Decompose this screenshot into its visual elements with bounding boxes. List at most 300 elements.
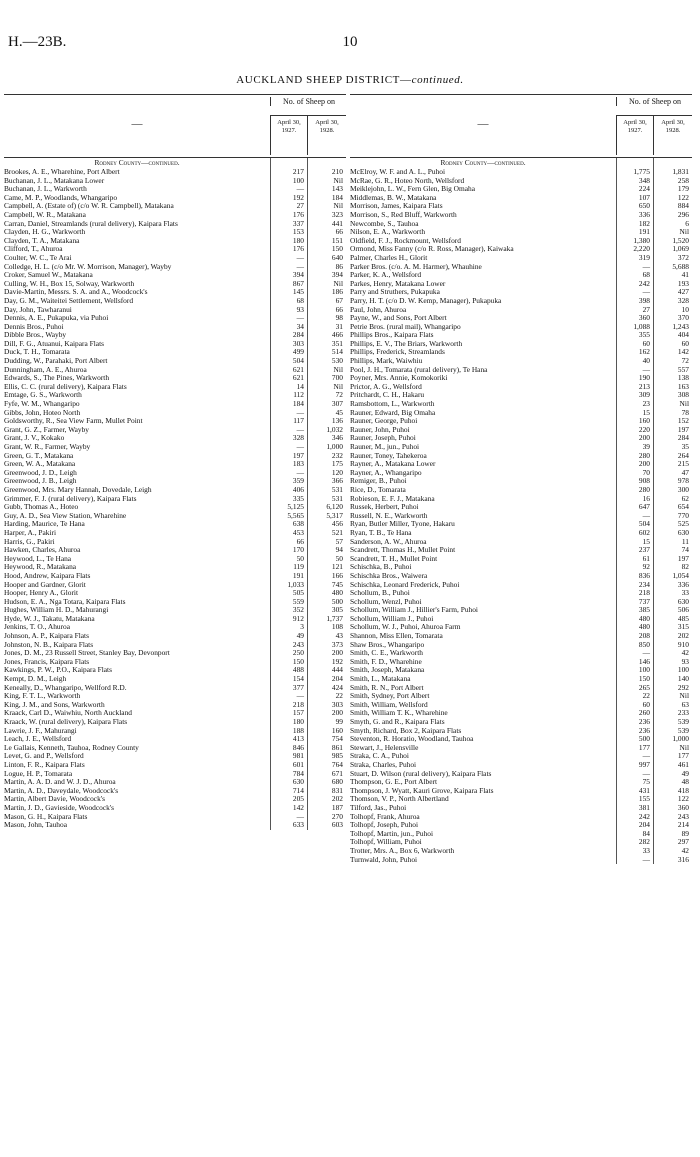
count-1927: 981 xyxy=(292,751,304,761)
count-1928: 264 xyxy=(677,450,689,460)
owner-name: Newcombe, S., Tauhoa xyxy=(350,218,419,228)
count-1927: 160 xyxy=(638,416,650,426)
owner-name: Martin, A. D., Daveydale, Woodcock's xyxy=(4,785,119,795)
owner-name: Rayner, A., Whangaripo xyxy=(350,467,422,477)
count-1928: 122 xyxy=(677,192,689,202)
count-1927: 23 xyxy=(642,399,650,409)
count-1927: — xyxy=(296,424,304,434)
count-1927: 192 xyxy=(292,192,304,202)
count-1927: — xyxy=(296,442,304,451)
count-1927: 413 xyxy=(292,734,304,744)
count-1928: 1,243 xyxy=(672,321,689,331)
owner-name: Pool, J. H., Tomarata (rural delivery), Te Hana xyxy=(350,364,488,374)
count-1928: 1,000 xyxy=(326,442,343,451)
count-1928: 315 xyxy=(677,622,689,632)
count-1928: 1,000 xyxy=(672,734,689,744)
count-1928: 175 xyxy=(331,459,343,469)
owner-name: Greenwood, J. B., Leigh xyxy=(4,476,77,486)
section-heading: Rodney County—continued. xyxy=(440,158,526,167)
count-1927: 217 xyxy=(292,167,304,176)
count-1927: 197 xyxy=(292,450,304,460)
owner-name: Mason, John, Tauhoa xyxy=(4,820,67,830)
count-1928: 5,688 xyxy=(672,261,689,271)
owner-name: Hooper and Gardner, Glorit xyxy=(4,579,86,589)
count-1927: 714 xyxy=(292,785,304,795)
count-1927: 107 xyxy=(638,192,650,202)
count-1927: 328 xyxy=(292,433,304,443)
owner-name: Davie-Martin, Messrs. S. A. and A., Woodcock's xyxy=(4,287,148,297)
owner-name: Parry, H. T. (c/o D. W. Kemp, Manager), Pukapuka xyxy=(350,295,502,305)
owner-cell xyxy=(350,856,612,865)
count-1928: 372 xyxy=(677,252,689,262)
count-1927: 93 xyxy=(296,304,304,314)
count-1927: 100 xyxy=(638,665,650,675)
count-1928: 630 xyxy=(677,596,689,606)
count-1928: 1,831 xyxy=(672,167,689,176)
count-1927: 204 xyxy=(638,820,650,830)
count-1928: 754 xyxy=(331,734,343,744)
count-1927: 14 xyxy=(296,381,304,391)
table-body xyxy=(350,158,692,864)
count-1927: 3 xyxy=(300,622,304,632)
owner-name: Phillips, Frederick, Streamlands xyxy=(350,347,445,357)
count-1927: 234 xyxy=(638,579,650,589)
count-1928: 300 xyxy=(677,484,689,494)
count-1928: 121 xyxy=(331,562,343,572)
owner-name: Morrison, James, Kaipara Flats xyxy=(350,201,443,211)
owner-name: Schischka, B., Puhoi xyxy=(350,562,412,572)
count-1927: 2,220 xyxy=(633,244,650,254)
owner-name: Smith, C. E., Warkworth xyxy=(350,648,423,658)
owner-name: Colledge, H. L. (c/o Mr. W. Morrison, Manager), Wayby xyxy=(4,261,172,271)
count-1928: 297 xyxy=(677,837,689,847)
count-1928: 143 xyxy=(331,184,343,194)
count-1928: 35 xyxy=(681,442,689,451)
count-1928: 1,054 xyxy=(672,570,689,580)
owner-name: Parkes, Henry, Matakana Lower xyxy=(350,278,446,288)
owner-name: Schollum, B., Puhoi xyxy=(350,588,410,598)
count-1927: 218 xyxy=(638,588,650,598)
count-1927: 621 xyxy=(292,364,304,374)
owner-name: Parry and Struthers, Pukapuka xyxy=(350,287,440,297)
count-1928: 22 xyxy=(335,691,343,701)
owner-name: Thompson, J. Wyatt, Kauri Grove, Kaipara Flats xyxy=(350,785,494,795)
count-1928: 98 xyxy=(335,313,343,323)
count-1928: 270 xyxy=(331,811,343,821)
count-1927: 33 xyxy=(642,845,650,855)
count-1927: — xyxy=(642,364,650,374)
count-1927: 377 xyxy=(292,682,304,692)
owner-name: Phillips, E. V., The Briars, Warkworth xyxy=(350,338,463,348)
section-heading: Rodney County—continued. xyxy=(94,158,180,167)
owner-name: King, F. T. L., Warkworth xyxy=(4,691,81,701)
count-1928: 41 xyxy=(681,270,689,280)
owner-name: Parker Bros. (c/o. A. M. Harmer), Whauhine xyxy=(350,261,482,271)
count-1928: 461 xyxy=(677,759,689,769)
owner-name: Heywood, R., Matakana xyxy=(4,562,77,572)
count-1928: 63 xyxy=(681,699,689,709)
count-1928: 200 xyxy=(331,648,343,658)
owner-name: Thomson, V. P., North Albertland xyxy=(350,794,449,804)
count-1928: 303 xyxy=(331,699,343,709)
count-1928: 441 xyxy=(331,218,343,228)
count-1928: 142 xyxy=(677,347,689,357)
name-column-header: — xyxy=(477,118,489,130)
owner-name: Came, M. P., Woodlands, Whangaripo xyxy=(4,192,118,202)
owner-name: Steventon, R. Horatio, Woodland, Tauhoa xyxy=(350,734,474,744)
owner-name: McElroy, W. F. and A. L., Puhoi xyxy=(350,167,446,176)
count-1928: 351 xyxy=(331,338,343,348)
count-1928: 444 xyxy=(331,665,343,675)
owner-name: Jones, D. M., 23 Russell Street, Stanley Bay, Devonport xyxy=(4,648,170,658)
count-1928: 66 xyxy=(335,304,343,314)
count-1927: 176 xyxy=(292,244,304,254)
count-1927: 250 xyxy=(292,648,304,658)
count-1927: 66 xyxy=(296,536,304,546)
owner-cell xyxy=(4,821,266,830)
owner-name: Edwards, S., The Pines, Warkworth xyxy=(4,373,110,383)
count-1928: 136 xyxy=(331,416,343,426)
count-1928: 530 xyxy=(331,356,343,366)
count-1928: 10 xyxy=(681,304,689,314)
owner-name: Dill, F. G., Atuanui, Kaipara Flats xyxy=(4,338,104,348)
column-header-1927: April 30, 1927. xyxy=(616,115,653,155)
count-1928: 31 xyxy=(335,321,343,331)
count-1927: 737 xyxy=(638,596,650,606)
count-1927: — xyxy=(296,811,304,821)
owner-name: Petrie Bros. (rural mail), Whangaripo xyxy=(350,321,461,331)
count-1928: Nil xyxy=(679,399,689,409)
count-1928: 671 xyxy=(331,768,343,778)
table-row xyxy=(350,856,692,865)
owner-name: Smyth, G. and R., Kaipara Flats xyxy=(350,717,445,726)
count-1928: 466 xyxy=(331,330,343,340)
count-1928: 233 xyxy=(677,708,689,718)
count-1928: 120 xyxy=(331,467,343,477)
count-1927: 630 xyxy=(292,777,304,787)
count-1928: 346 xyxy=(331,433,343,443)
count-1928: 108 xyxy=(331,622,343,632)
count-1928: Nil xyxy=(333,364,343,374)
title-main: AUCKLAND SHEEP DISTRICT— xyxy=(236,74,412,86)
count-1927: 348 xyxy=(638,175,650,185)
count-1928: 47 xyxy=(681,467,689,477)
owner-name: Le Gallais, Kenneth, Tauhoa, Rodney County xyxy=(4,742,139,752)
count-1927: 60 xyxy=(642,338,650,348)
owner-name: Thompson, G. E., Port Albert xyxy=(350,777,438,787)
count-1928: 305 xyxy=(331,605,343,615)
count-1927: 867 xyxy=(292,278,304,288)
owner-name: Shaw Bros., Whangaripo xyxy=(350,639,425,649)
count-1928: 42 xyxy=(681,648,689,658)
count-1927: 260 xyxy=(638,708,650,718)
count-1927: 505 xyxy=(292,588,304,598)
count-1928: 43 xyxy=(335,631,343,641)
count-1928: 1,737 xyxy=(326,613,343,623)
count-1928: 539 xyxy=(677,725,689,735)
count-1928: 296 xyxy=(677,209,689,219)
count-1927: 200 xyxy=(638,459,650,469)
owner-name: Russell, N. E., Warkworth xyxy=(350,510,428,520)
name-column-header: — xyxy=(131,118,143,130)
owner-name: Martin, Albert Davie, Woodcock's xyxy=(4,794,105,804)
count-1928: 985 xyxy=(331,751,343,761)
count-1927: 504 xyxy=(638,519,650,529)
count-1928: 50 xyxy=(335,553,343,563)
count-1927: — xyxy=(642,648,650,658)
owner-name: Kempt, D. M., Leigh xyxy=(4,674,67,684)
count-1927: 650 xyxy=(638,201,650,211)
count-1927: 385 xyxy=(638,605,650,615)
count-1927: 142 xyxy=(292,802,304,812)
count-1927: 27 xyxy=(642,304,650,314)
owner-name: Middlemas, B. W., Matakana xyxy=(350,192,437,202)
count-1927: 100 xyxy=(292,175,304,185)
count-1928: 138 xyxy=(677,373,689,383)
count-1927: 394 xyxy=(292,270,304,280)
count-1928: 1,069 xyxy=(672,244,689,254)
owner-name: Goldsworthy, R., Sea View Farm, Mullet Point xyxy=(4,416,143,426)
count-1928: 210 xyxy=(331,167,343,176)
owner-name: Carran, Daniel, Streamlands (rural delivery), Kaipara Flats xyxy=(4,218,178,228)
owner-name: Schollum, William J., Puhoi xyxy=(350,613,434,623)
count-1927: 170 xyxy=(292,545,304,555)
count-1928: 214 xyxy=(677,820,689,830)
count-1928: 122 xyxy=(677,794,689,804)
owner-name: Green, W. A., Matakana xyxy=(4,459,76,469)
count-1927: 336 xyxy=(638,209,650,219)
owner-name: Greenwood, Mrs. Mary Hannah, Dovedale, Leigh xyxy=(4,484,152,494)
owner-name: Culling, W. H., Box 15, Solway, Warkworth xyxy=(4,278,135,288)
owner-name: Schollum, Wenzl, Puhoi xyxy=(350,596,422,606)
count-1928: 336 xyxy=(677,579,689,589)
owner-name: Rauner, Joseph, Puhoi xyxy=(350,433,416,443)
count-1927: 850 xyxy=(638,639,650,649)
owner-name: Clifford, T., Ahuroa xyxy=(4,244,63,254)
count-1927: 601 xyxy=(292,759,304,769)
owner-name: Clayden, H. G., Warkworth xyxy=(4,227,86,237)
count-1927: 337 xyxy=(292,218,304,228)
count-1928: 557 xyxy=(677,364,689,374)
owner-name: Leach, J. E., Wellsford xyxy=(4,734,72,744)
count-1928: 60 xyxy=(681,338,689,348)
count-1928: 193 xyxy=(677,278,689,288)
owner-name: Smith, L., Matakana xyxy=(350,674,411,684)
count-1927: 633 xyxy=(292,820,304,830)
owner-name: King, J. M., and Sons, Warkworth xyxy=(4,699,105,709)
count-1927: 359 xyxy=(292,476,304,486)
owner-name: Ormond, Miss Fanny (c/o R. Ross, Manager), Kaiwaka xyxy=(350,244,514,254)
count-1928: 316 xyxy=(677,854,689,864)
count-1928: 62 xyxy=(681,493,689,503)
count-1927: 846 xyxy=(292,742,304,752)
count-1927: 912 xyxy=(292,613,304,623)
owner-name: Shannon, Miss Ellen, Tomarata xyxy=(350,631,443,641)
count-1928: 1,032 xyxy=(326,424,343,434)
count-1927: 480 xyxy=(638,622,650,632)
page-title xyxy=(0,74,700,86)
count-1927: 406 xyxy=(292,484,304,494)
count-1927: 180 xyxy=(292,717,304,726)
count-1928: 370 xyxy=(677,313,689,323)
count-1927: — xyxy=(296,261,304,271)
count-1928: 700 xyxy=(331,373,343,383)
owner-name: Robieson, E. F. J., Matakana xyxy=(350,493,435,503)
owner-name: Rayner, A., Matakana Lower xyxy=(350,459,436,469)
count-1928: 48 xyxy=(681,777,689,787)
owner-name: Schischka Bros., Waiwera xyxy=(350,570,428,580)
count-1928: 366 xyxy=(331,476,343,486)
count-1927: 153 xyxy=(292,227,304,237)
owner-name: Phillips, Mark, Waiwhiu xyxy=(350,356,423,366)
count-1927: 112 xyxy=(293,390,304,400)
count-1928: 89 xyxy=(681,828,689,838)
count-1928: Nil xyxy=(679,227,689,237)
count-1927: 92 xyxy=(642,562,650,572)
count-1928: 197 xyxy=(677,424,689,434)
count-1927: 39 xyxy=(642,442,650,451)
count-1928: 480 xyxy=(331,588,343,598)
owner-name: Martin, J. D., Gavieside, Woodcock's xyxy=(4,802,115,812)
count-1928: 360 xyxy=(677,802,689,812)
count-1928: 179 xyxy=(677,184,689,194)
count-1928: 49 xyxy=(681,768,689,778)
count-1927: 191 xyxy=(292,570,304,580)
owner-name: Clayden, T. A., Matakana xyxy=(4,235,80,245)
count-1928: 243 xyxy=(677,811,689,821)
count-1928: 86 xyxy=(335,261,343,271)
column-header-1928: April 30, 1928. xyxy=(653,115,692,155)
owner-name: Schollum, W. J., Puhoi, Ahuroa Farm xyxy=(350,622,461,632)
count-1927: 190 xyxy=(638,373,650,383)
count-1927: 352 xyxy=(292,605,304,615)
owner-name: Emtage, G. S., Warkworth xyxy=(4,390,82,400)
count-1928: 531 xyxy=(331,493,343,503)
count-1928: 67 xyxy=(335,295,343,305)
owner-name: Hudson, E. A., Nga Totara, Kaipara Flats xyxy=(4,596,126,606)
owner-name: Grant, G. Z., Farmer, Wayby xyxy=(4,424,89,434)
count-1927: — xyxy=(642,287,650,297)
owner-name: Duck, T. H., Tomarata xyxy=(4,347,70,357)
count-1928: Nil xyxy=(333,381,343,391)
count-1928: 204 xyxy=(331,674,343,684)
owner-name: Croker, Samuel W., Matakana xyxy=(4,270,93,280)
table-header xyxy=(350,94,692,158)
owner-name: Palmer, Charles H., Glorit xyxy=(350,252,428,262)
owner-name: Dennis, A. E., Pukapuka, via Puhoi xyxy=(4,313,109,323)
owner-name: Prictor, A. G., Wellsford xyxy=(350,381,422,391)
count-1928: 100 xyxy=(677,665,689,675)
count-1927: 60 xyxy=(642,699,650,709)
count-1928: 72 xyxy=(681,356,689,366)
owner-name: Johnson, A. P., Kaipara Flats xyxy=(4,631,89,641)
owner-name: Russek, Herbert, Puhoi xyxy=(350,502,419,512)
count-1928: 66 xyxy=(335,227,343,237)
owner-name: Campbell, A. (Estate of) (c/o W. R. Campbell), Matakana xyxy=(4,201,174,211)
owner-name: Straka, C. A., Puhoi xyxy=(350,751,409,761)
count-1928: 521 xyxy=(331,527,343,537)
count-1928: 45 xyxy=(335,407,343,417)
owner-name: Smith, Sydney, Port Albert xyxy=(350,691,430,701)
count-1928: 258 xyxy=(677,175,689,185)
count-1928: 603 xyxy=(331,820,343,830)
count-1928: 215 xyxy=(677,459,689,469)
count-1928: 427 xyxy=(677,287,689,297)
count-1927: 1,033 xyxy=(287,579,304,589)
count-1928: 78 xyxy=(681,407,689,417)
owner-name: Ramsbottom, L., Warkworth xyxy=(350,399,435,409)
count-1928: 456 xyxy=(331,519,343,529)
count-1927: 280 xyxy=(638,450,650,460)
owner-name: Ryan, T. B., Te Hana xyxy=(350,527,412,537)
owner-name: Harris, G., Pakiri xyxy=(4,536,55,546)
count-1927: 1,088 xyxy=(633,321,650,331)
count-1928: 72 xyxy=(335,390,343,400)
owner-name: Buchanan, J. L., Warkworth xyxy=(4,184,87,194)
owner-name: Greenwood, J. D., Leigh xyxy=(4,467,77,477)
document-code: H.—23B. xyxy=(8,34,67,50)
count-1928: 152 xyxy=(677,416,689,426)
count-1927: 177 xyxy=(638,742,650,752)
count-1928: 197 xyxy=(677,553,689,563)
count-1928: 531 xyxy=(331,484,343,494)
count-1928: 861 xyxy=(331,742,343,752)
owner-name: Schollum, William J., Hillier's Farm, Puhoi xyxy=(350,605,478,615)
count-1928: 184 xyxy=(331,192,343,202)
count-1928: 328 xyxy=(677,295,689,305)
count-1927: 180 xyxy=(292,235,304,245)
owner-name: Smith, R. N., Port Albert xyxy=(350,682,424,692)
owner-name: Rauner, Edward, Big Omaha xyxy=(350,407,436,417)
owner-name: Meiklejohn, L. W., Fern Glen, Big Omaha xyxy=(350,184,476,194)
count-1927: 84 xyxy=(642,828,650,838)
count-1927: 908 xyxy=(638,476,650,486)
owner-name: Levet, G. and P., Wellsford xyxy=(4,751,84,761)
count-1927: 182 xyxy=(638,218,650,228)
owner-name: Johnston, N. B., Kaipara Flats xyxy=(4,639,94,649)
owner-name: Remiger, B., Puhoi xyxy=(350,476,407,486)
owner-name: Ryan, Butler Miller, Tyone, Hakaru xyxy=(350,519,455,529)
count-1928: 163 xyxy=(677,381,689,391)
owner-name: Stewart, J., Helensville xyxy=(350,742,419,752)
owner-name: Kawkings, P. W., P.O., Kaipara Flats xyxy=(4,665,112,675)
count-1928: 94 xyxy=(335,545,343,555)
count-1928: 373 xyxy=(331,639,343,649)
right-table xyxy=(350,94,692,864)
count-1927: 155 xyxy=(638,794,650,804)
count-1928: 202 xyxy=(331,794,343,804)
owner-name: Rauner, Toney, Tahekeroa xyxy=(350,450,427,460)
count-1927: 237 xyxy=(638,545,650,555)
count-1927: 236 xyxy=(638,717,650,726)
count-1927: — xyxy=(296,467,304,477)
owner-name: Scandrett, T. H., Mullet Point xyxy=(350,553,438,563)
count-1927: 27 xyxy=(296,201,304,211)
owner-name: Turnwald, John, Puhoi xyxy=(350,854,418,864)
count-1927: 1,380 xyxy=(633,235,650,245)
count-1928: Nil xyxy=(333,201,343,211)
count-1927: 184 xyxy=(292,399,304,409)
owner-name: Rauner, George, Puhoi xyxy=(350,416,418,426)
count-1927: 303 xyxy=(292,338,304,348)
count-1928: 93 xyxy=(681,656,689,666)
count-1928: 160 xyxy=(331,725,343,735)
count-1927: 200 xyxy=(638,433,650,443)
owner-name: Scandrett, Thomas H., Mullet Point xyxy=(350,545,456,555)
count-1927: 150 xyxy=(292,656,304,666)
count-1928: Nil xyxy=(333,175,343,185)
owner-name: Campbell, W. R., Matakana xyxy=(4,209,86,219)
